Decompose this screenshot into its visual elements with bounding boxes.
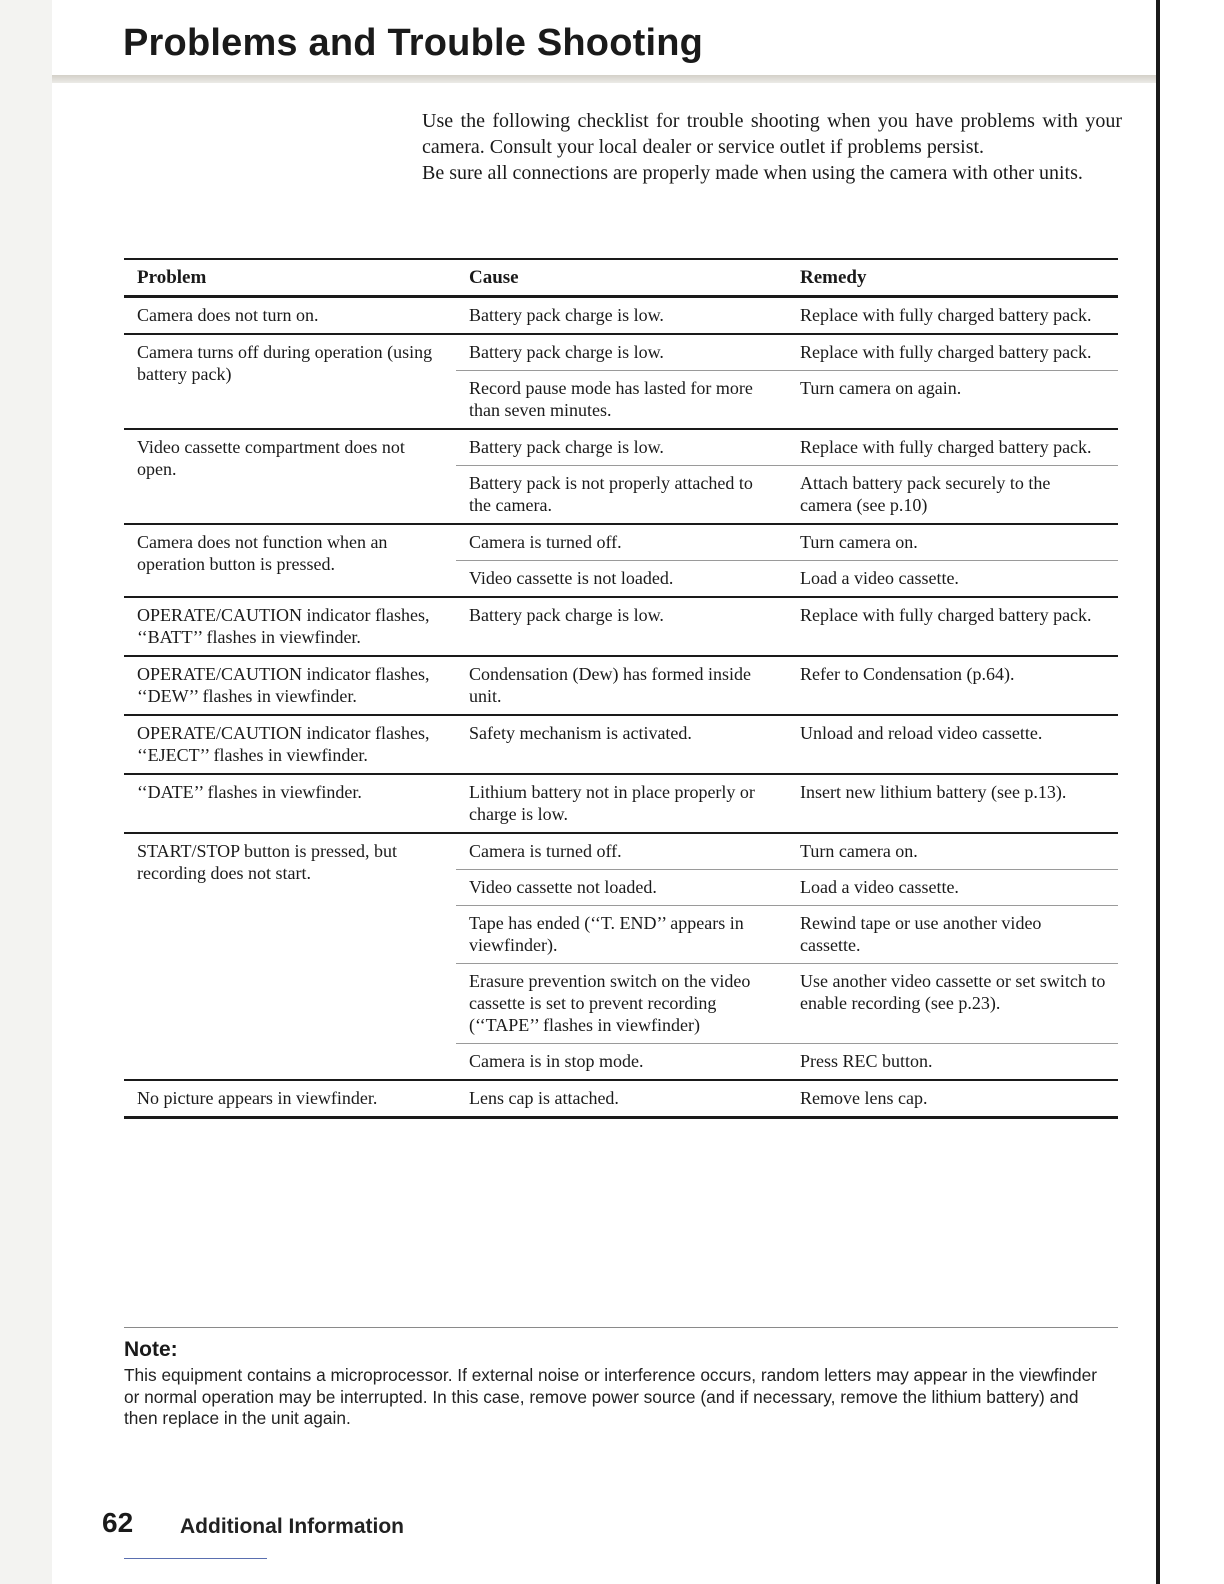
troubleshooting-table <box>124 258 1118 1119</box>
problem-cell: Camera does not function when an operation button is pressed. <box>124 524 456 597</box>
problem-cell: ‘‘DATE’’ flashes in viewfinder. <box>124 774 456 833</box>
intro-text <box>422 108 1122 186</box>
cause-cell: Condensation (Dew) has formed inside unit. <box>456 656 787 715</box>
problem-cell: OPERATE/CAUTION indicator flashes, ‘‘BATT’’ flashes in viewfinder. <box>124 597 456 656</box>
problem-cell: OPERATE/CAUTION indicator flashes, ‘‘EJECT’’ flashes in viewfinder. <box>124 715 456 774</box>
problem-cell: Camera does not turn on. <box>137 305 319 325</box>
bottom-mark <box>124 1558 267 1559</box>
cause-cell: Camera is in stop mode. <box>456 1044 787 1081</box>
footer-section-label: Additional Information <box>180 1515 404 1538</box>
cause-cell: Battery pack charge is low. <box>456 597 787 656</box>
cause-cell: Camera is turned off. <box>456 524 787 561</box>
table-row <box>124 297 1118 335</box>
page-left-margin <box>0 0 52 1584</box>
table-row <box>124 524 1118 561</box>
column-header-cause: Cause <box>456 259 787 297</box>
column-header-remedy: Remedy <box>787 259 1118 297</box>
remedy-cell: Replace with fully charged battery pack. <box>800 305 1092 325</box>
cause-cell: Battery pack charge is low. <box>456 429 787 466</box>
cause-cell: Lithium battery not in place properly or charge is low. <box>456 774 787 833</box>
remedy-cell: Replace with fully charged battery pack. <box>787 429 1118 466</box>
cause-cell: Record pause mode has lasted for more than seven minutes. <box>456 371 787 430</box>
remedy-cell: Turn camera on. <box>787 524 1118 561</box>
problem-cell: Camera turns off during operation (using battery pack) <box>124 334 456 429</box>
remedy-cell: Refer to Condensation (p.64). <box>787 656 1118 715</box>
problem-cell: OPERATE/CAUTION indicator flashes, ‘‘DEW’’ flashes in viewfinder. <box>124 656 456 715</box>
table-row <box>124 334 1118 371</box>
title-rule <box>52 75 1156 83</box>
remedy-cell: Insert new lithium battery (see p.13). <box>787 774 1118 833</box>
table-row <box>124 774 1118 833</box>
page-title: Problems and Trouble Shooting <box>123 22 704 64</box>
table-body <box>124 297 1118 1118</box>
cause-cell: Battery pack charge is low. <box>469 305 664 325</box>
note-rule <box>124 1327 1118 1328</box>
problem-cell: Video cassette compartment does not open. <box>124 429 456 524</box>
remedy-cell: Attach battery pack securely to the camera (see p.10) <box>787 466 1118 525</box>
remedy-cell: Load a video cassette. <box>787 870 1118 906</box>
remedy-cell: Replace with fully charged battery pack. <box>787 597 1118 656</box>
remedy-cell: Turn camera on again. <box>787 371 1118 430</box>
remedy-cell: Press REC button. <box>787 1044 1118 1081</box>
table-row <box>124 1080 1118 1118</box>
cause-cell: Tape has ended (‘‘T. END’’ appears in viewfinder). <box>456 906 787 964</box>
table-header-row <box>124 259 1118 297</box>
page-number: 62 <box>102 1507 134 1538</box>
table-row <box>124 715 1118 774</box>
intro-paragraph-2: Be sure all connections are properly made when using the camera with other units. <box>422 162 1083 184</box>
remedy-cell: Remove lens cap. <box>787 1080 1118 1118</box>
page-right-shade <box>1160 0 1224 1584</box>
cause-cell: Safety mechanism is activated. <box>456 715 787 774</box>
remedy-cell: Use another video cassette or set switch to enable recording (see p.23). <box>787 964 1118 1044</box>
table-row <box>124 833 1118 870</box>
cause-cell: Camera is turned off. <box>456 833 787 870</box>
cause-cell: Lens cap is attached. <box>456 1080 787 1118</box>
problem-cell: No picture appears in viewfinder. <box>124 1080 456 1118</box>
remedy-cell: Unload and reload video cassette. <box>787 715 1118 774</box>
problem-cell: START/STOP button is pressed, but recording does not start. <box>124 833 456 1080</box>
remedy-cell: Rewind tape or use another video cassette. <box>787 906 1118 964</box>
cause-cell: Battery pack charge is low. <box>456 334 787 371</box>
remedy-cell: Load a video cassette. <box>787 561 1118 598</box>
note-body: This equipment contains a microprocessor. If external noise or interference occurs, random letters may appear in the viewfinder or normal operation may be interrupted. In this case, remove power source (and if necessary, remove the lithium battery) and then replace in the unit again. <box>124 1365 1098 1428</box>
table-row <box>124 597 1118 656</box>
remedy-cell: Replace with fully charged battery pack. <box>787 334 1118 371</box>
cause-cell: Battery pack is not properly attached to the camera. <box>456 466 787 525</box>
cause-cell: Video cassette not loaded. <box>456 870 787 906</box>
table-row <box>124 656 1118 715</box>
column-header-problem: Problem <box>124 259 456 297</box>
note-heading: Note: <box>124 1338 178 1361</box>
remedy-cell: Turn camera on. <box>787 833 1118 870</box>
intro-paragraph-1: Use the following checklist for trouble shooting when you have problems with your camera. Consult your local dealer or service outlet if problems persist. <box>422 110 1122 158</box>
cause-cell: Video cassette is not loaded. <box>456 561 787 598</box>
table-row <box>124 429 1118 466</box>
cause-cell: Erasure prevention switch on the video cassette is set to prevent recording (‘‘TAPE’’ flashes in viewfinder) <box>456 964 787 1044</box>
